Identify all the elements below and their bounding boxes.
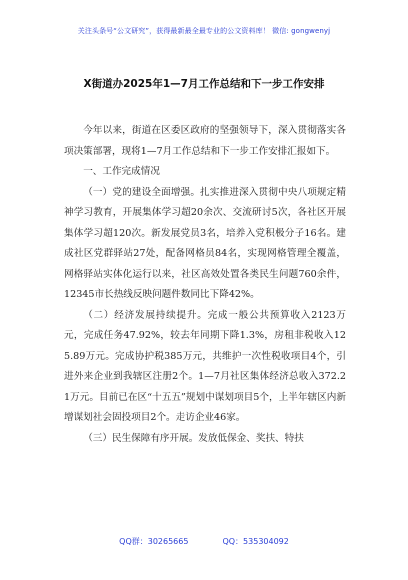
section-heading: 一、工作完成情况: [83, 166, 160, 177]
header-banner: 关注头条号“公文研究”，获得最新最全最专业的公文资料库！ 微信: gongwenyj: [77, 27, 331, 35]
footer-contact: [0, 536, 408, 547]
paragraph-livelihood: （三）民生保障有序开展。发放低保金、奖扶、特扶: [83, 432, 304, 444]
intro-paragraph: 今年以来，街道在区委区政府的坚强领导下，深入贯彻落实各项决策部署，现将1—7月工作总结和下一步工作安排汇报如下。: [64, 125, 346, 157]
document-title: X街道办2025年1—7月工作总结和下一步工作安排: [83, 78, 325, 90]
paragraph-party-building: （一）党的建设全面增强。扎实推进深入贯彻中央八项规定精神学习教育，开展集体学习超20余次、交流研讨5次，各社区开展集体学习超120次。新发展党员3名，培养入党积极分子16名。建成社区党群驿站27处，配备网格员84名，实现网格管理全覆盖，网格驿站实体化运行以来，社区高效处置各类民生问题760余件，12345市长热线反映问题件数同比下降42%。: [64, 186, 346, 300]
footer-qq: QQ：535304092: [222, 537, 289, 546]
document-body: [64, 121, 346, 449]
footer-qq-group: QQ群：30265665: [119, 537, 189, 546]
paragraph-economy: （二）经济发展持续提升。完成一般公共预算收入2123万元，完成任务47.92%，较去年同期下降1.3%，房租非税收入125.89万元。完成协护税385万元，共维护一次性税收项目4个，引进外来企业到我辖区注册2个。1—7月社区集体经济总收入372.21万元。目前已在区“十五五”规划中谋划项目5个，上半年辖区内新增谋划社会固投项目2个。走访企业46家。: [64, 309, 346, 423]
